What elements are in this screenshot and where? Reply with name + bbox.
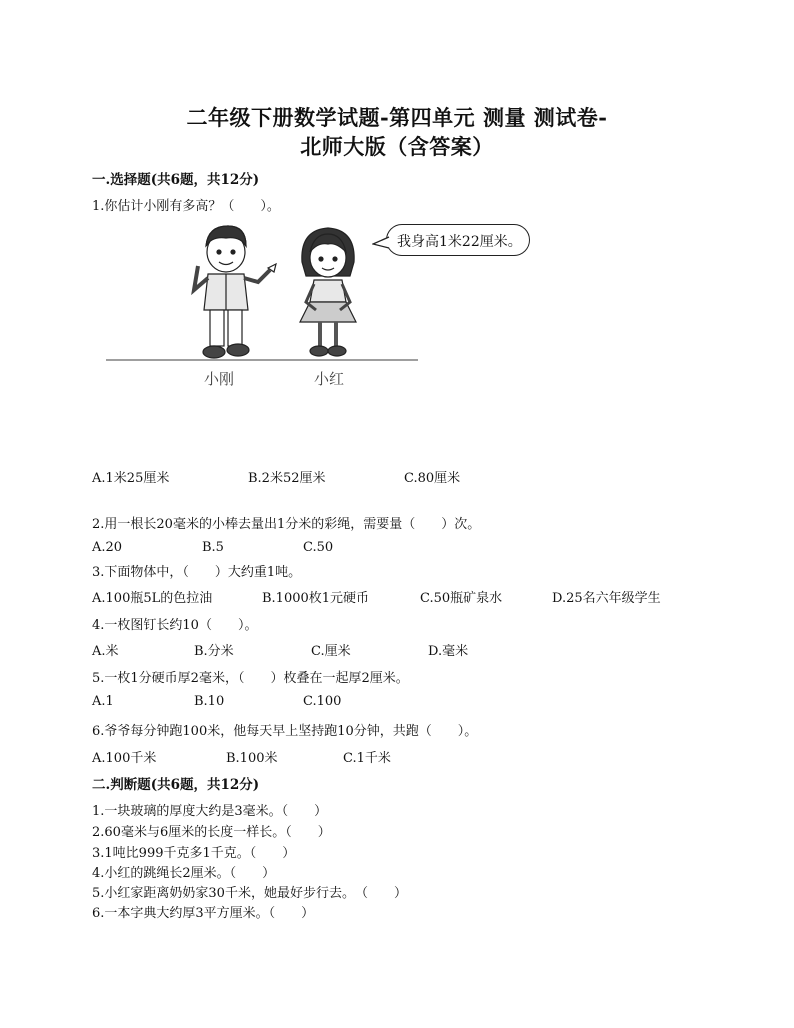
q6-option-a[interactable]: A.100千米 xyxy=(92,751,157,766)
q3-option-b[interactable]: B.1000枚1元硬币 xyxy=(262,591,370,606)
question-1-text: 1.你估计小刚有多高？（ ）。 xyxy=(92,199,280,214)
q3-option-d[interactable]: D.25名六年级学生 xyxy=(552,591,661,606)
q3-option-c[interactable]: C.50瓶矿泉水 xyxy=(420,591,503,606)
boy-illustration xyxy=(194,226,276,358)
q6-option-c[interactable]: C.1千米 xyxy=(343,751,391,766)
question-5-text: 5.一枚1分硬币厚2毫米，（ ）枚叠在一起厚2厘米。 xyxy=(92,671,409,686)
q6-option-b[interactable]: B.100米 xyxy=(226,751,278,766)
judge-item-3: 3.1吨比999千克多1千克。（ ） xyxy=(92,846,296,861)
q5-option-b[interactable]: B.10 xyxy=(194,694,225,709)
page-title-line1: 二年级下册数学试题-第四单元 测量 测试卷- xyxy=(186,105,608,130)
q2-option-c[interactable]: C.50 xyxy=(303,540,334,555)
question-3-text: 3.下面物体中，（ ）大约重1吨。 xyxy=(92,565,302,580)
judge-item-1: 1.一块玻璃的厚度大约是3毫米。（ ） xyxy=(92,804,328,819)
q4-option-c[interactable]: C.厘米 xyxy=(311,644,351,659)
speech-bubble-text: 我身高1米22厘米。 xyxy=(397,234,522,250)
question-4-text: 4.一枚图钉长约10（ ）。 xyxy=(92,618,258,633)
label-boy: 小刚 xyxy=(204,370,235,388)
q4-option-b[interactable]: B.分米 xyxy=(194,644,234,659)
q5-option-c[interactable]: C.100 xyxy=(303,694,342,709)
judge-item-4: 4.小红的跳绳长2厘米。（ ） xyxy=(92,866,276,881)
speech-bubble-tail xyxy=(372,236,390,250)
q2-option-a[interactable]: A.20 xyxy=(92,540,123,555)
q2-option-b[interactable]: B.5 xyxy=(202,540,224,555)
q4-option-a[interactable]: A.米 xyxy=(92,644,119,659)
judge-item-2: 2.60毫米与6厘米的长度一样长。（ ） xyxy=(92,825,331,840)
q5-option-a[interactable]: A.1 xyxy=(92,694,114,709)
section2-heading: 二.判断题(共6题，共12分) xyxy=(92,777,260,793)
question-2-text: 2.用一根长20毫米的小棒去量出1分米的彩绳，需要量（ ）次。 xyxy=(92,517,481,532)
girl-illustration xyxy=(300,228,356,356)
judge-item-6: 6.一本字典大约厚3平方厘米。（ ） xyxy=(92,906,315,921)
label-girl: 小红 xyxy=(314,370,345,388)
judge-item-5: 5.小红家距离奶奶家30千米，她最好步行去。 （ ） xyxy=(92,886,407,901)
q3-option-a[interactable]: A.100瓶5L的色拉油 xyxy=(92,591,213,606)
q4-option-d[interactable]: D.毫米 xyxy=(428,644,469,659)
q1-option-a[interactable]: A.1米25厘米 xyxy=(92,471,170,486)
question-6-text: 6.爷爷每分钟跑100米，他每天早上坚持跑10分钟，共跑（ ）。 xyxy=(92,724,478,739)
q1-option-c[interactable]: C.80厘米 xyxy=(404,471,461,486)
page-title-line2: 北师大版（含答案） xyxy=(300,134,494,159)
section1-heading: 一.选择题(共6题，共12分) xyxy=(92,172,260,188)
q1-option-b[interactable]: B.2米52厘米 xyxy=(248,471,326,486)
